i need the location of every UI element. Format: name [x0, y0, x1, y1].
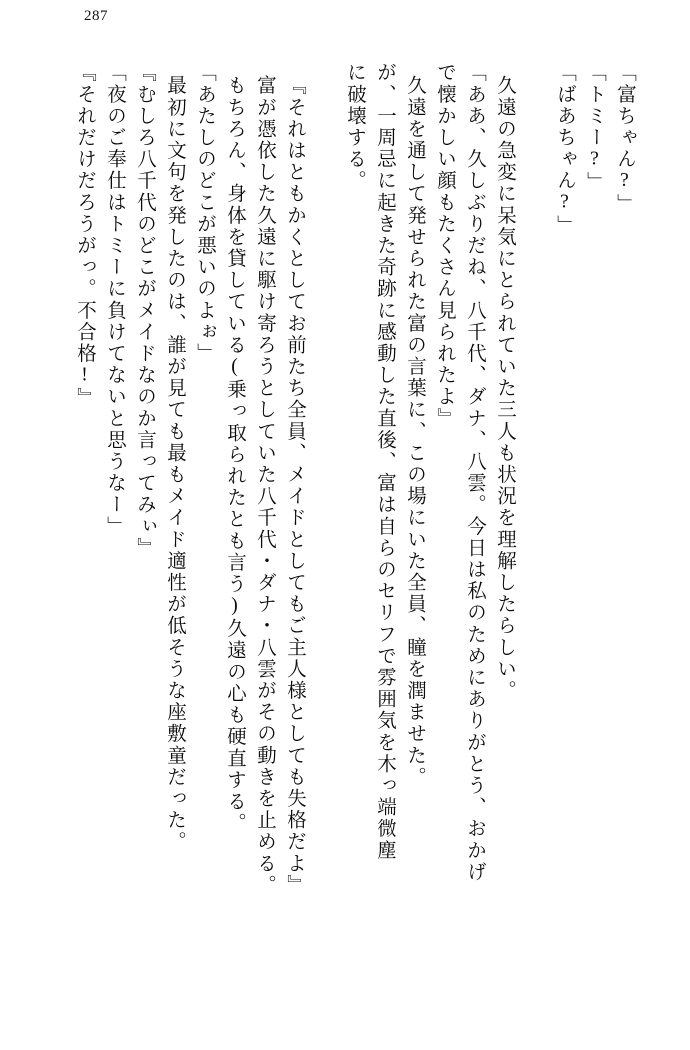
text-column: 最初に文句を発したのは、誰が見ても最もメイド適性が低そうな座敷童だった。	[164, 75, 185, 853]
text-column: 久遠を通して発せられた富の言葉に、この場にいた全員、瞳を潤ませた。	[404, 75, 425, 788]
text-column: 『それはともかくとしてお前たち全員、メイドとしてもご主人様としても失格だよ』	[284, 75, 305, 896]
text-column	[304, 62, 334, 1002]
text-column: もちろん、身体を貸している(乗っ取られたとも言う)久遠の心も硬直する。	[224, 75, 245, 834]
text-column: に破壊する。	[344, 62, 365, 192]
text-column: 「夜のご奉仕はトミーに負けてないと思うなー」	[104, 62, 125, 538]
text-column: 『むしろ八千代のどこがメイドなのか言ってみぃ』	[134, 62, 155, 559]
text-column: 『それだけだろうがっ。不合格!』	[74, 62, 95, 410]
vertical-text-body	[34, 62, 634, 1002]
text-column: 「あたしのどこが悪いのよぉ」	[194, 62, 215, 365]
text-column	[514, 62, 544, 1002]
text-column: で懐かしい顔もたくさん見られたよ』	[434, 62, 455, 430]
text-column: 「トミー?」	[584, 62, 605, 194]
text-column: 「ばあちゃん?」	[554, 62, 575, 237]
text-column: 久遠の急変に呆気にとられていた三人も状況を理解したらしい。	[494, 75, 515, 702]
text-column: 「富ちゃん?」	[614, 62, 635, 215]
text-column: が、一周忌に起きた奇跡に感動した直後、富は自らのセリフで雰囲気を木っ端微塵	[374, 62, 395, 862]
text-column: 富が憑依した久遠に駆け寄ろうとしていた八千代・ダナ・八雲がその動きを止める。	[254, 75, 275, 896]
text-column: 「ああ、久しぶりだね、八千代、ダナ、八雲。今日は私のためにありがとう、おかげ	[464, 62, 485, 883]
page-number: 287	[84, 8, 108, 24]
